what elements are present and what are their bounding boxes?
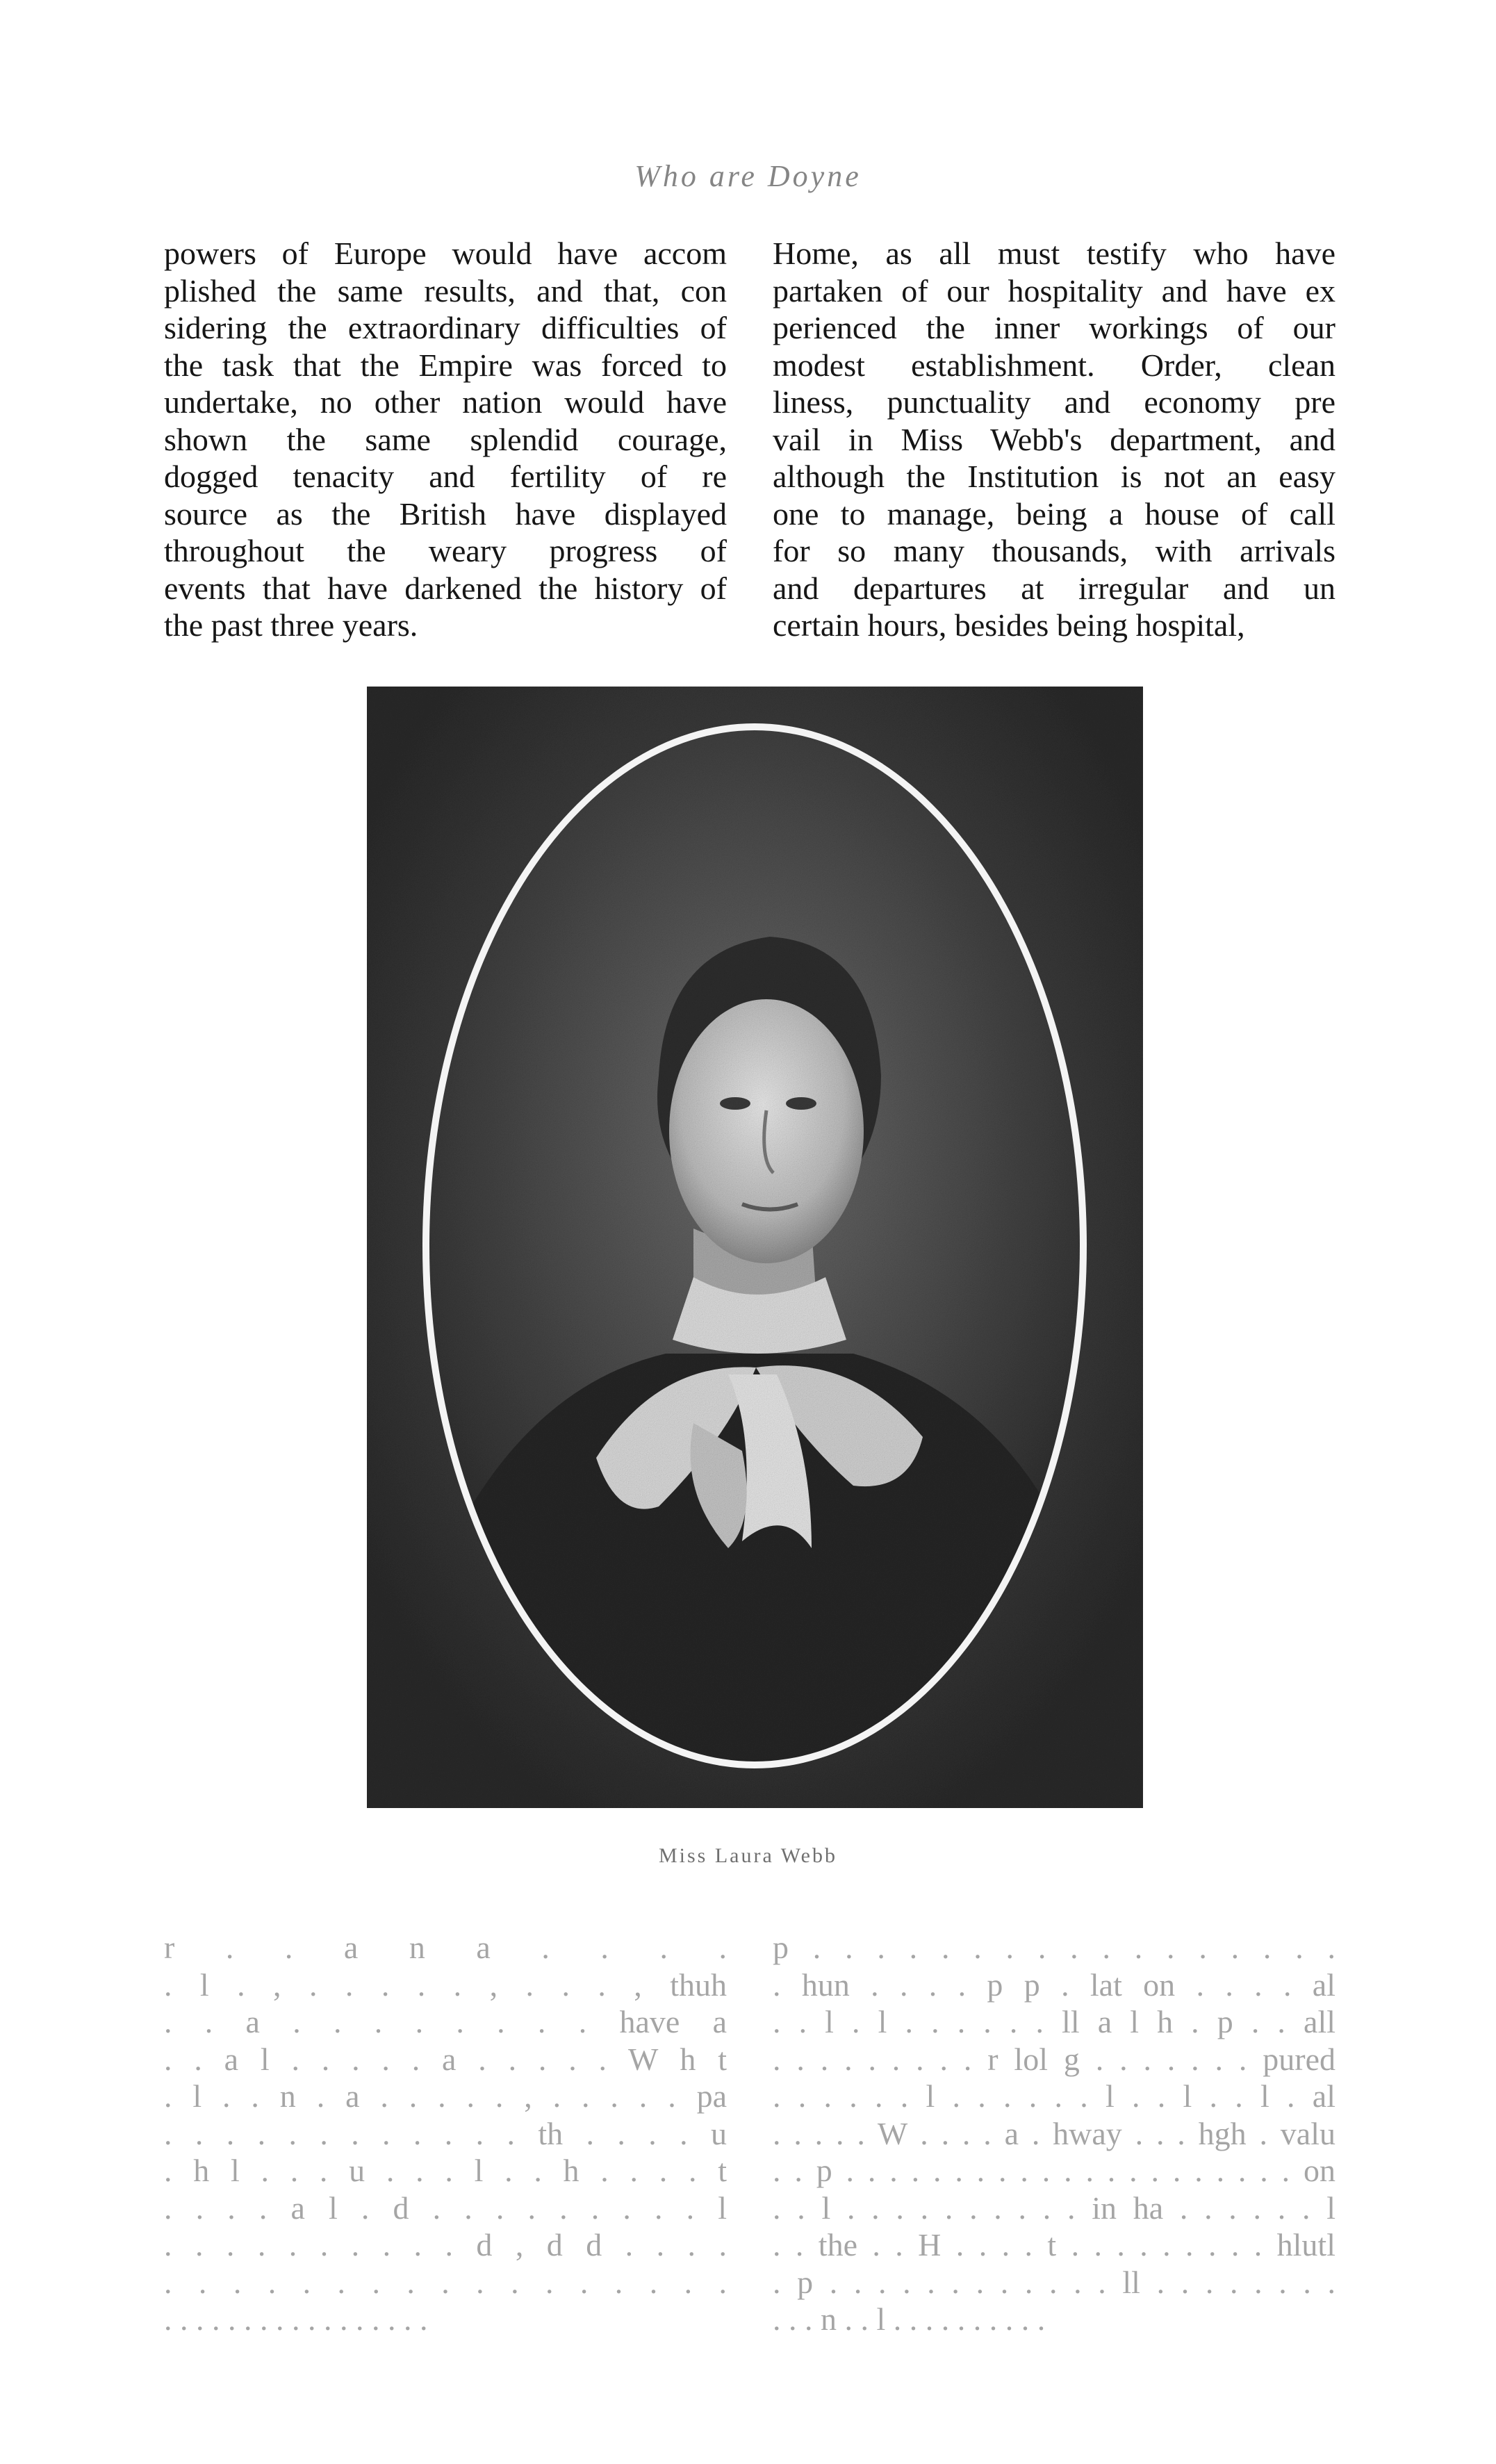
text-line: vail in Miss Webb's department, and: [773, 421, 1335, 457]
text-line: . . . . . . . . . . . . . . . . .: [164, 2264, 727, 2300]
right-column-top: [773, 235, 1335, 644]
right-column-bottom: [773, 1929, 1335, 2338]
text-line: . . . n . . l . . . . . . . . . .: [773, 2301, 1046, 2337]
text-line: plished the same results, and that, con: [164, 272, 727, 309]
left-column-top: [164, 235, 727, 644]
portrait-illustration: [367, 687, 1143, 1808]
text-line: . . the . . H . . . . t . . . . . . . . . hlutl: [773, 2227, 1335, 2262]
text-line: undertake, no other nation would have: [164, 384, 727, 420]
text-line: . h l . . . u . . . l . . h . . . . t: [164, 2153, 727, 2188]
text-line: source as the British have displayed: [164, 495, 727, 532]
text-line: dogged tenacity and fertility of re: [164, 459, 727, 494]
text-line: . . a . . . . . . . . have a: [164, 2004, 727, 2039]
text-line: modest establishment. Order, clean: [773, 347, 1335, 383]
text-line: . hun . . . . p p . lat on . . . . al: [773, 1966, 1335, 2003]
left-column-bottom: [164, 1929, 727, 2338]
text-line: powers of Europe would have accom: [164, 236, 727, 271]
text-line: . . . . . W . . . . a . hway . . . hgh . valu: [773, 2115, 1335, 2151]
text-line: the task that the Empire was forced to: [164, 347, 727, 383]
text-line: for so many thousands, with arrivals: [773, 533, 1335, 568]
text-line: perienced the inner workings of our: [773, 310, 1335, 345]
text-line: . . a l . . . . . a . . . . . W h t: [164, 2041, 727, 2077]
text-line: . . . . a l . d . . . . . . . . . l: [164, 2190, 727, 2226]
text-line: . . p . . . . . . . . . . . . . . . . . . . . . on: [773, 2153, 1335, 2188]
text-line: sidering the extraordinary difficulties of: [164, 310, 727, 345]
text-line: and departures at irregular and un: [773, 570, 1335, 606]
text-line: . . . . . . . . . . . . th . . . . u: [164, 2115, 727, 2151]
text-line: throughout the weary progress of: [164, 533, 727, 568]
photo-caption: Miss Laura Webb: [659, 1844, 837, 1867]
text-line: although the Institution is not an easy: [773, 459, 1335, 494]
text-line: partaken of our hospitality and have ex: [773, 272, 1335, 309]
text-line: one to manage, being a house of call: [773, 495, 1335, 532]
text-line: shown the same splendid courage,: [164, 421, 727, 457]
text-line: p . . . . . . . . . . . . . . . . .: [773, 1930, 1335, 1965]
text-line: . l . . n . a . . . . . , . . . . . pa: [164, 2078, 727, 2114]
text-line: . l . , . . . . . , . . . , thuh: [164, 1966, 727, 2003]
text-line: Home, as all must testify who have: [773, 236, 1335, 271]
text-line: certain hours, besides being hospital,: [773, 607, 1245, 643]
text-line: liness, punctuality and economy pre: [773, 384, 1335, 420]
text-line: . . l . l . . . . . . ll a l h . p . . all: [773, 2004, 1335, 2039]
text-line: events that have darkened the history of: [164, 570, 727, 606]
text-line: the past three years.: [164, 607, 418, 643]
text-line: . . . . . . l . . . . . . l . . l . . l . al: [773, 2078, 1335, 2114]
text-line: . . . . . . . . . . . . . . . . .: [164, 2301, 428, 2337]
text-line: . . . . . . . . . . d , d d . . . .: [164, 2227, 727, 2262]
text-line: . p . . . . . . . . . . . . ll . . . . . . . .: [773, 2264, 1335, 2300]
text-line: . . . . . . . . . r lol g . . . . . . . pured: [773, 2041, 1335, 2077]
text-line: r . . a n a . . . .: [164, 1930, 727, 1965]
portrait-photo: [367, 687, 1143, 1808]
running-head: Who are Doyne: [634, 159, 862, 193]
text-line: . . l . . . . . . . . . . in ha . . . . . . l: [773, 2190, 1335, 2226]
